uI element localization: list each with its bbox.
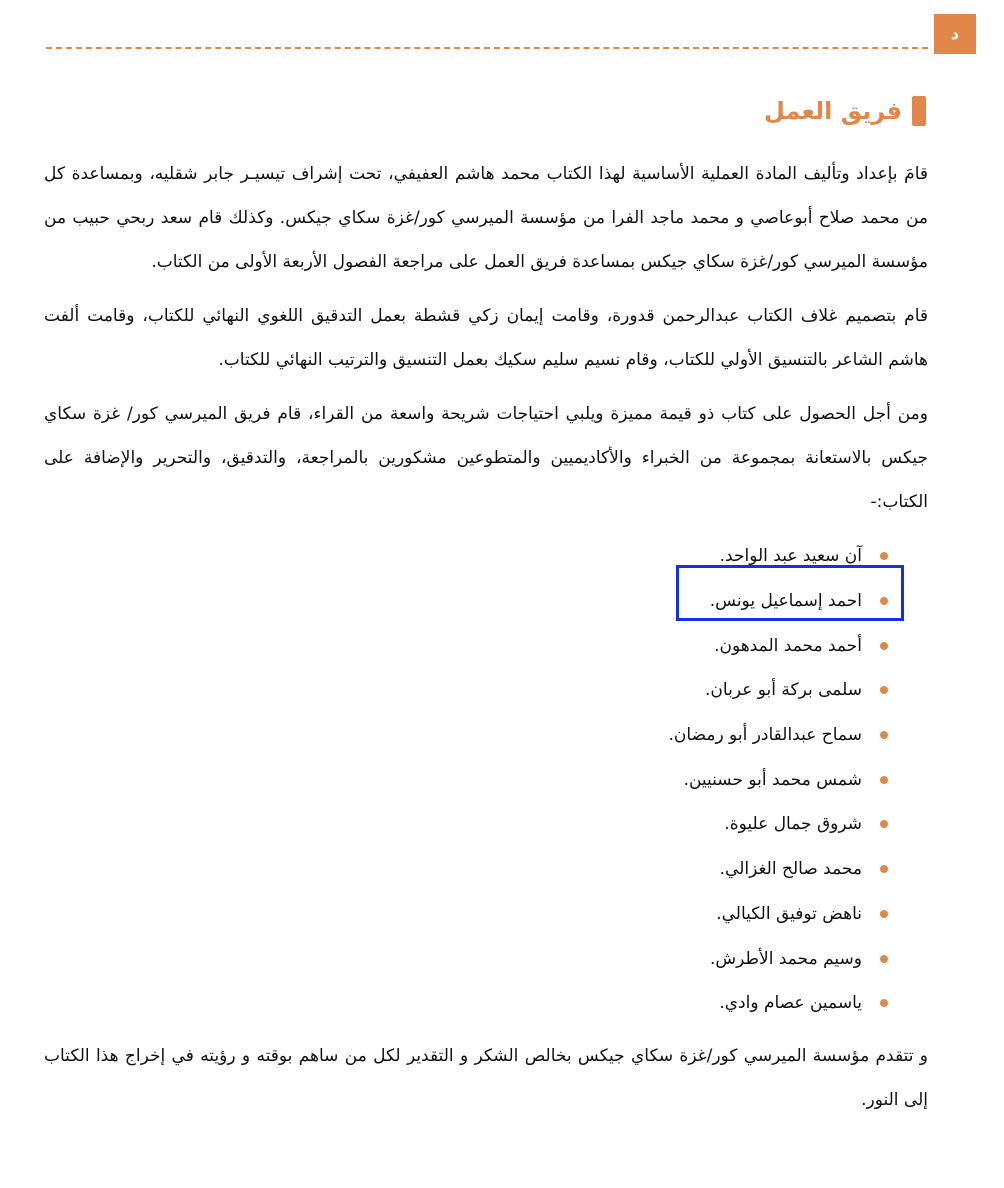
- bullet-icon: [880, 686, 888, 694]
- list-item: [44, 892, 928, 937]
- bullet-icon: [880, 731, 888, 739]
- bullet-icon: [880, 642, 888, 650]
- paragraph-authors: قامَ بإعداد وتأليف المادة العملية الأساسية لهذا الكتاب محمد هاشم العفيفي، تحت إشراف تيسيـر جابر شقليه، وبمساعدة كل من محمد صلاح أبوعاصي و محمد ماجد الفرا من مؤسسة الميرسي كور/غزة سكاي جيكس. وكذلك قام سعد ربحي حبيب من مؤسسة الميرسي كور/غزة سكاي جيكس بمساعدة فريق العمل على مراجعة الفصول الأربعة الأولى من الكتاب.: [44, 164, 928, 272]
- contributor-name: ياسمين عصام وادي.: [719, 993, 862, 1014]
- bullet-icon: [880, 955, 888, 963]
- contributor-name: احمد إسماعيل يونس.: [709, 591, 862, 612]
- contributors-list: [44, 534, 928, 1026]
- list-item: [44, 847, 928, 892]
- heading-bar-marker: [912, 96, 926, 126]
- bullet-icon: [880, 597, 888, 605]
- contributor-name: سماح عبدالقادر أبو رمضان.: [668, 725, 862, 746]
- contributor-name: ناهض توفيق الكيالي.: [716, 903, 862, 924]
- paragraph-design-editing: قام بتصميم غلاف الكتاب عبدالرحمن قدورة، وقامت إيمان زكي قشطة بعمل التدقيق اللغوي النهائي للكتاب، وقامت ألفت هاشم الشاعر بالتنسيق الأولي للكتاب، وقام نسيم سليم سكيك بعمل التنسيق والترتيب النهائي للكتاب.: [44, 306, 928, 370]
- contributor-name: أحمد محمد المدهون.: [714, 635, 862, 656]
- contributor-name: وسيم محمد الأطرش.: [709, 948, 862, 969]
- bullet-icon: [880, 552, 888, 560]
- list-item: [44, 579, 928, 624]
- section-title: فريق العمل: [764, 97, 902, 125]
- contributor-name: آن سعيد عبد الواحد.: [719, 546, 862, 567]
- page-letter-badge: د: [934, 14, 976, 54]
- bullet-icon: [880, 910, 888, 918]
- bullet-icon: [880, 999, 888, 1007]
- section-heading: [764, 96, 926, 126]
- list-item: [44, 936, 928, 981]
- bullet-icon: [880, 776, 888, 784]
- paragraph-reviewers-intro: ومن أجل الحصول على كتاب ذو قيمة مميزة ويلبي احتياجات شريحة واسعة من القراء، قام فريق الميرسي كور/ غزة سكاي جيكس بالاستعانة بمجموعة من الخبراء والأكاديميين والمتطوعين مشكورين بالمراجعة، والتدقيق، والتحرير والإضافة على الكتاب:-: [44, 404, 928, 512]
- list-item: [44, 802, 928, 847]
- contributor-name: محمد صالح الغزالي.: [719, 859, 862, 880]
- list-item: [44, 623, 928, 668]
- list-item: [44, 757, 928, 802]
- contributor-name: سلمى بركة أبو عربان.: [705, 680, 862, 701]
- list-item: [44, 981, 928, 1026]
- bullet-icon: [880, 820, 888, 828]
- page-content: [44, 152, 928, 1132]
- contributor-name: شروق جمال عليوة.: [724, 814, 862, 835]
- list-item: [44, 713, 928, 758]
- list-item: [44, 668, 928, 713]
- list-item: [44, 534, 928, 579]
- bullet-icon: [880, 865, 888, 873]
- contributor-name: شمس محمد أبو حسنيين.: [683, 769, 862, 790]
- header-dashed-divider: [46, 47, 928, 49]
- paragraph-thanks: و تتقدم مؤسسة الميرسي كور/غزة سكاي جيكس بخالص الشكر و التقدير لكل من ساهم بوقته و رؤيته في إخراج هذا الكتاب إلى النور.: [44, 1045, 928, 1110]
